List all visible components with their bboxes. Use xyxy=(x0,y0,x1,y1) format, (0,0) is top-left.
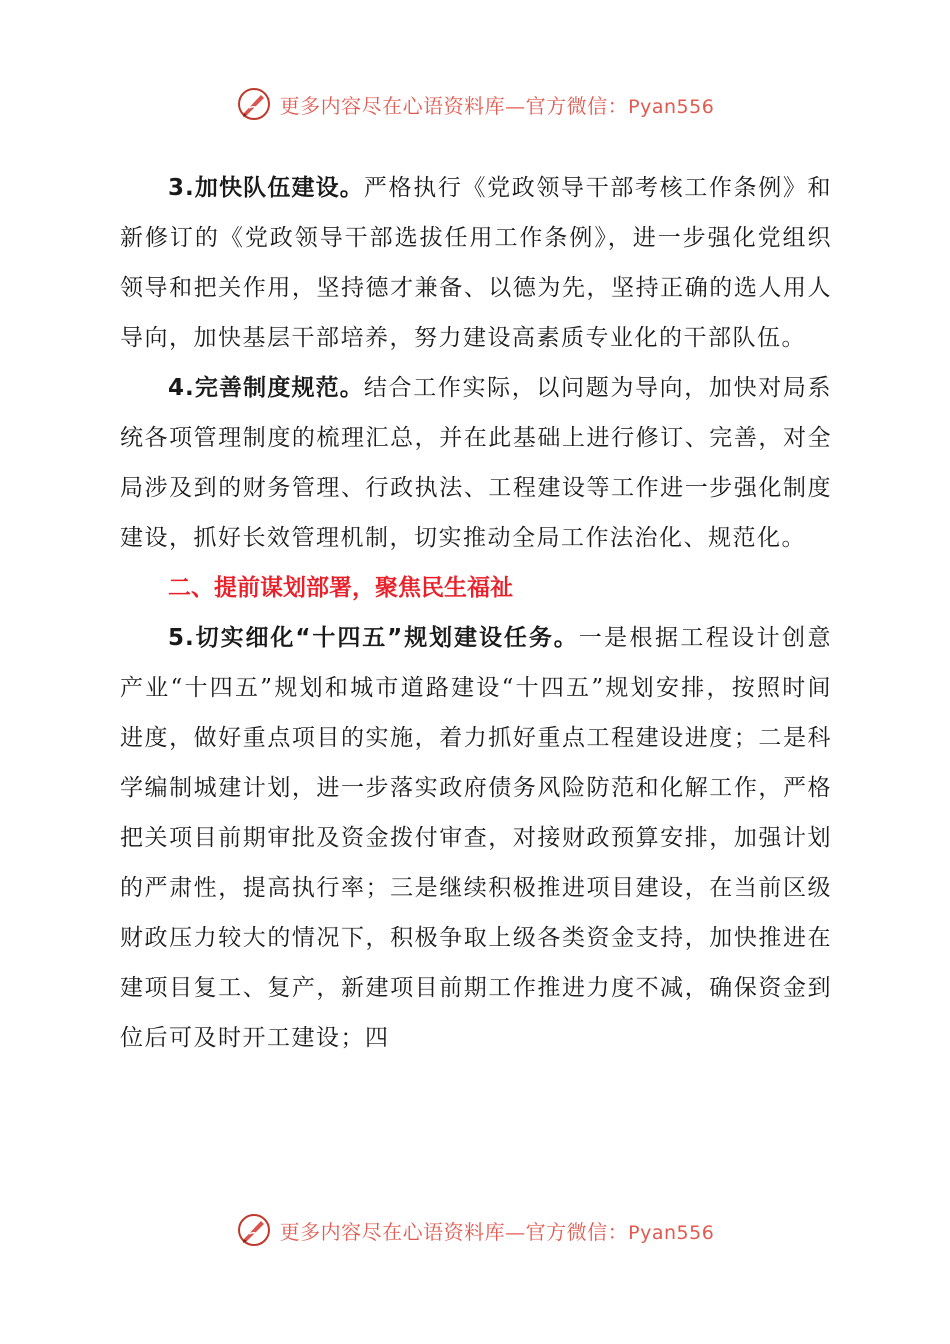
paragraph-lead: 5.切实细化“十四五”规划建设任务。 xyxy=(168,625,579,651)
quill-seal-icon xyxy=(236,86,272,122)
quill-seal-icon xyxy=(236,1212,272,1248)
wechat-id: Pyan556 xyxy=(628,95,715,118)
watermark-text xyxy=(280,90,715,119)
watermark-label: 更多内容尽在心语资料库—官方微信： xyxy=(279,93,629,118)
watermark-text xyxy=(280,1216,715,1245)
footer-watermark-banner xyxy=(0,1210,950,1250)
wechat-id: Pyan556 xyxy=(628,1221,715,1244)
paragraph-body: 结合工作实际，以问题为导向，加快对局系统各项管理制度的梳理汇总，并在此基础上进行修订、完善，对全局涉及到的财务管理、行政执法、工程建设等工作进一步强化制度建设，抓好长效管理机制，切实推动全局工作法治化、规范化。 xyxy=(120,375,833,551)
watermark-label: 更多内容尽在心语资料库—官方微信： xyxy=(279,1219,629,1244)
paragraph-lead: 4.完善制度规范。 xyxy=(168,375,364,401)
paragraph-body: 严格执行《党政领导干部考核工作条例》和新修订的《党政领导干部选拔任用工作条例》，进一步强化党组织领导和把关作用，坚持德才兼备、以德为先，坚持正确的选人用人导向，加快基层干部培养，努力建设高素质专业化的干部队伍。 xyxy=(120,175,833,351)
paragraph-5 xyxy=(120,613,832,1063)
paragraph-3 xyxy=(120,163,832,363)
document-body xyxy=(120,163,832,1063)
paragraph-4 xyxy=(120,363,832,563)
paragraph-lead: 3.加快队伍建设。 xyxy=(168,175,364,201)
header-watermark-banner xyxy=(0,84,950,124)
paragraph-body: 一是根据工程设计创意产业“十四五”规划和城市道路建设“十四五”规划安排，按照时间进度，做好重点项目的实施，着力抓好重点工程建设进度；二是科学编制城建计划，进一步落实政府债务风险防范和化解工作，严格把关项目前期审批及资金拨付审查，对接财政预算安排，加强计划的严肃性，提高执行率；三是继续积极推进项目建设，在当前区级财政压力较大的情况下，积极争取上级各类资金支持，加快推进在建项目复工、复产，新建项目前期工作推进力度不减，确保资金到位后可及时开工建设；四 xyxy=(120,625,833,1051)
section-heading: 二、提前谋划部署，聚焦民生福祉 xyxy=(168,575,513,601)
